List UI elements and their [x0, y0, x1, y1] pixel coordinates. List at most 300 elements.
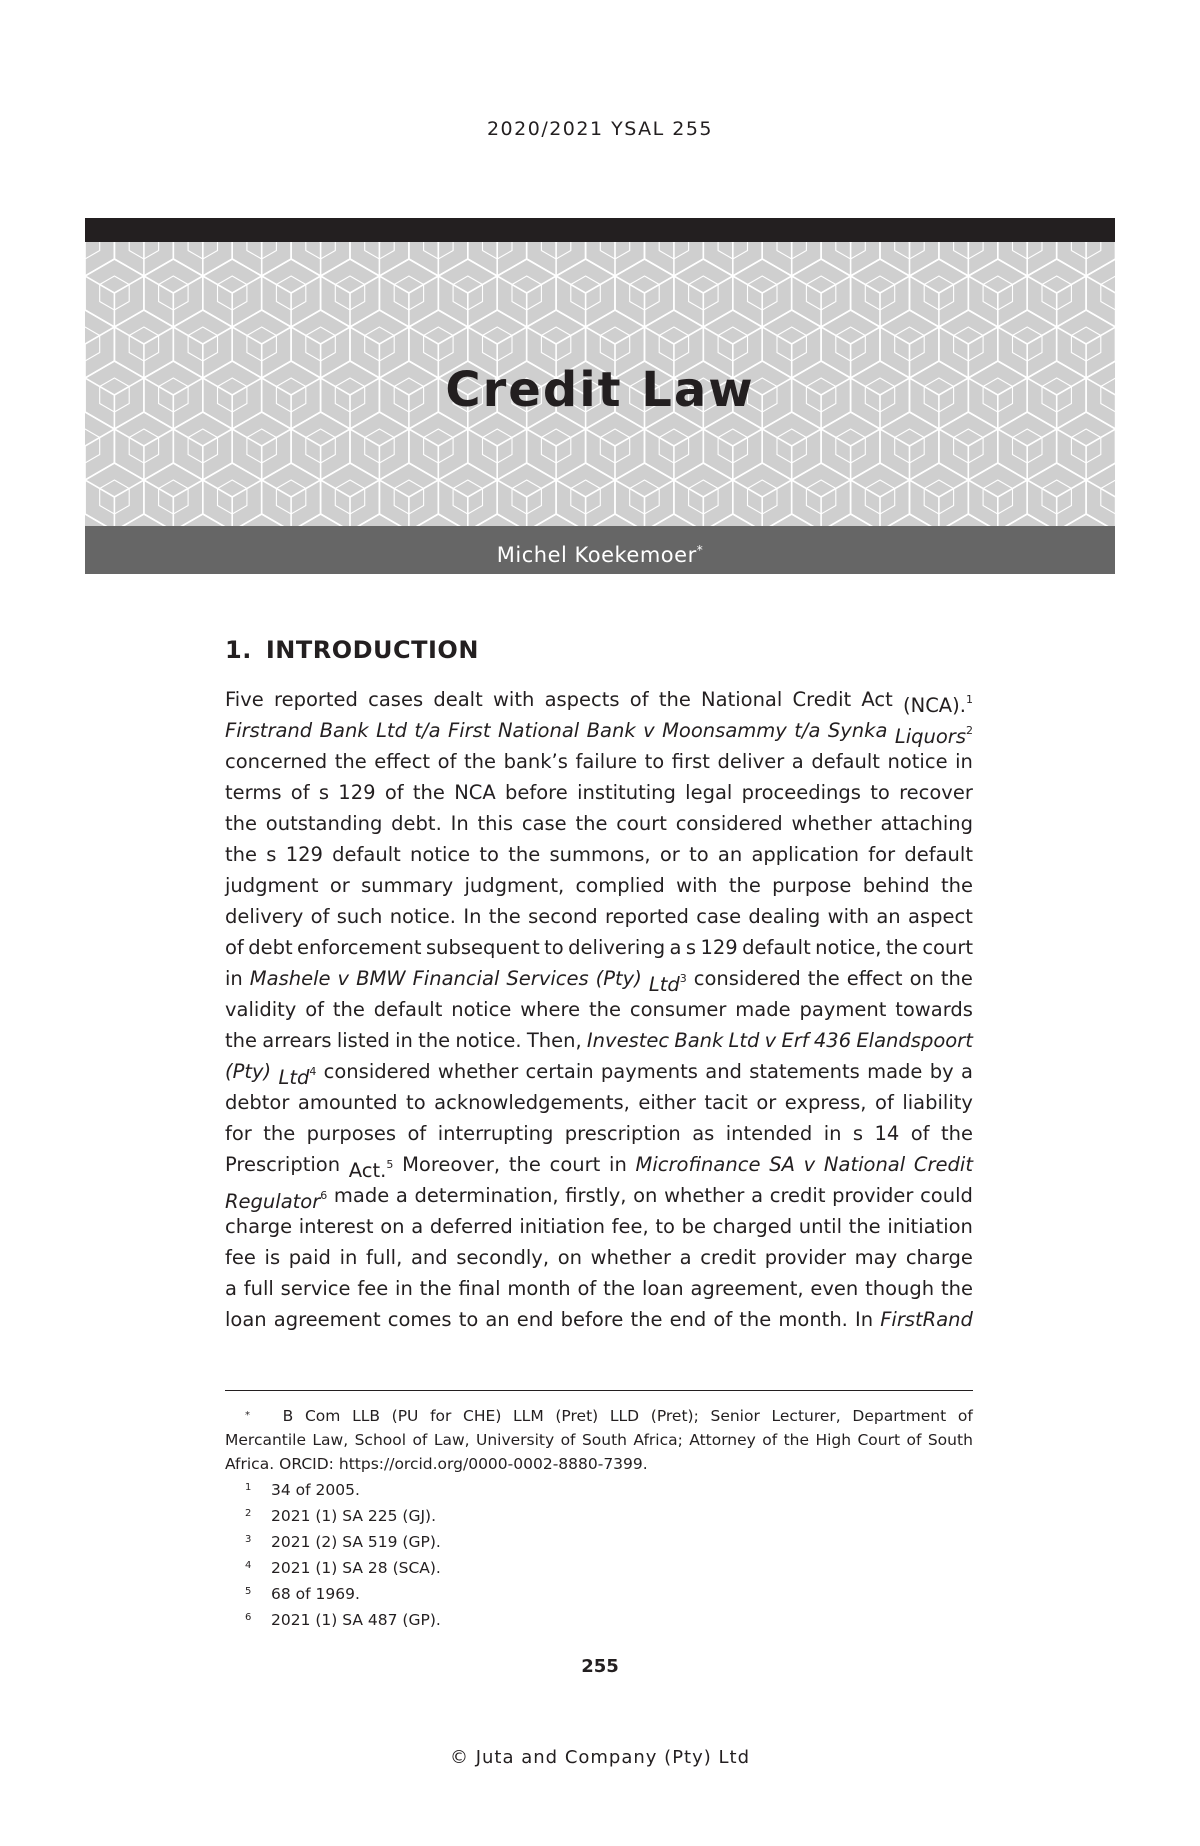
hex-cell: [85, 514, 114, 526]
body-word: [810, 1273, 858, 1304]
body-word: [489, 901, 521, 932]
body-word: [438, 1056, 518, 1087]
word: initiation: [519, 1215, 605, 1238]
word: Five: [225, 688, 264, 711]
body-line: [225, 1118, 973, 1149]
word: to: [544, 936, 564, 959]
hex-cell: [968, 463, 1027, 526]
body-line: [225, 901, 973, 932]
body-word: [225, 839, 257, 870]
body-line: [225, 1180, 973, 1211]
word: charged: [712, 1215, 793, 1238]
body-line: [225, 1304, 973, 1335]
body-word: [903, 684, 973, 715]
word: the: [783, 1431, 810, 1449]
word: with: [827, 905, 870, 928]
word: a: [960, 1060, 973, 1083]
word: s: [685, 936, 697, 959]
word: in: [955, 750, 973, 773]
body-word: [281, 1273, 351, 1304]
body-word: [507, 1273, 570, 1304]
hex-cell: [939, 412, 998, 480]
word: provider: [832, 1184, 914, 1207]
body-word: [330, 870, 350, 901]
body-word: [778, 1304, 848, 1335]
word: though: [865, 1277, 935, 1300]
word: as: [692, 1122, 715, 1145]
body-word: [508, 839, 540, 870]
word: default: [742, 936, 811, 959]
word: where: [520, 998, 581, 1021]
body-word: [520, 994, 580, 1025]
hex-cell: [173, 514, 232, 526]
word: until: [798, 1215, 842, 1238]
body-word: [876, 901, 900, 932]
body-word: [448, 715, 490, 746]
body-word: [686, 932, 696, 963]
body-line: [225, 746, 973, 777]
body-word: [477, 808, 513, 839]
word: https://orcid.org/0000-0002-8880-7399.: [338, 1455, 648, 1473]
word: month: [507, 1277, 571, 1300]
body-word: [701, 684, 782, 715]
word: of: [290, 781, 310, 804]
body-word: [772, 870, 851, 901]
body-word: [561, 1304, 624, 1335]
word: the: [848, 1215, 881, 1238]
word: to: [644, 750, 665, 773]
body-word: [338, 777, 375, 808]
body-word: [742, 932, 811, 963]
word: default: [332, 843, 401, 866]
body-word: [804, 1149, 816, 1180]
body-word: [544, 932, 564, 963]
word: (Pret);: [650, 1407, 699, 1425]
body-word: [849, 1211, 881, 1242]
body-word: [225, 1273, 237, 1304]
word: complied: [575, 874, 665, 897]
hex-cell: [586, 412, 645, 480]
hex-cell: [262, 463, 321, 526]
hex-cell: [821, 412, 880, 480]
footnote-text: 2021 (2) SA 519 (GP).: [271, 1533, 441, 1551]
body-word: [459, 1273, 501, 1304]
word: reported: [273, 688, 358, 711]
body-word: [324, 1056, 431, 1087]
word: of: [577, 1277, 597, 1300]
body-word: [550, 1149, 601, 1180]
word: to: [479, 843, 499, 866]
hex-cell: [733, 259, 792, 327]
word: full,: [366, 1246, 403, 1269]
body-word: [576, 870, 665, 901]
body-word: [690, 1273, 803, 1304]
body-word: [406, 1087, 426, 1118]
word: Africa;: [633, 1431, 683, 1449]
hex-cell: [821, 514, 880, 526]
hex-cell: [379, 463, 438, 526]
word: the: [807, 967, 840, 990]
word: either: [638, 1091, 696, 1114]
body-word: [225, 1118, 252, 1149]
word: considered: [323, 1060, 431, 1083]
footnote-author: [225, 1404, 973, 1476]
word: for: [430, 1407, 452, 1425]
word: liability: [902, 1091, 973, 1114]
word: the: [603, 1277, 636, 1300]
hex-cell: [291, 514, 350, 526]
case-name-italic: Elandspoort: [856, 1029, 973, 1052]
hex-cell: [203, 259, 262, 327]
banner-pattern: [85, 242, 1115, 526]
word: of: [957, 1407, 973, 1425]
word: University: [475, 1431, 555, 1449]
hex-cell: [762, 412, 821, 480]
body-word: [911, 1118, 930, 1149]
hex-cell: [468, 412, 527, 480]
word: of: [560, 1431, 576, 1449]
body-word: [266, 808, 383, 839]
word: charge: [905, 1246, 973, 1269]
body-word: [454, 777, 496, 808]
body-word: [414, 715, 440, 746]
title-banner: [85, 218, 1115, 574]
word: outstanding: [265, 812, 383, 835]
body-word: [682, 1211, 706, 1242]
body-word: [388, 1304, 452, 1335]
word: prescription: [564, 1122, 681, 1145]
word: by: [929, 1060, 954, 1083]
body-line: [225, 715, 973, 746]
body-word: [914, 1149, 973, 1180]
body-word: [438, 746, 457, 777]
hex-cell: [851, 259, 910, 327]
body-line: [225, 1149, 973, 1180]
hex-cell: [910, 259, 969, 327]
word: the: [418, 1029, 451, 1052]
body-word: [479, 839, 499, 870]
body-word: [922, 932, 973, 963]
body-line: [225, 1211, 973, 1242]
word: the: [885, 936, 918, 959]
body-word: [908, 901, 973, 932]
word: whether: [590, 1246, 671, 1269]
body-word: [332, 839, 401, 870]
body-word: [407, 1118, 426, 1149]
case-name-italic: v: [803, 1153, 816, 1176]
word: a: [411, 1215, 424, 1238]
hex-cell: [350, 514, 409, 526]
footnote-number: 4: [245, 1560, 252, 1571]
case-name-italic: Investec: [586, 1029, 670, 1052]
body-word: [941, 1273, 973, 1304]
hex-cell: [615, 463, 674, 526]
word: debtor: [225, 1091, 290, 1114]
hex-cell: [910, 463, 969, 526]
section-heading: [225, 636, 479, 664]
body-word: [799, 1211, 842, 1242]
case-name-italic: Ltd: [728, 1029, 760, 1052]
body-word: [349, 1149, 394, 1180]
word: the: [332, 998, 365, 1021]
body-word: [587, 715, 636, 746]
word: LLM: [513, 1407, 544, 1425]
case-name-italic: Ltd: [648, 973, 680, 996]
body-word: [266, 839, 276, 870]
hex-cell: [1027, 463, 1086, 526]
body-word: [649, 963, 687, 994]
body-word: [659, 684, 691, 715]
word: of: [713, 1308, 733, 1331]
word: case: [521, 812, 567, 835]
word: 129: [285, 843, 323, 866]
word: instituting: [577, 781, 676, 804]
body-word: [692, 1118, 714, 1149]
footnote-text: 68 of 1969.: [271, 1585, 360, 1603]
body-word: [765, 1025, 777, 1056]
body-word: [861, 684, 892, 715]
body-word: [505, 777, 568, 808]
case-name-italic: Financial: [412, 967, 500, 990]
word: the: [940, 967, 973, 990]
word: CHE): [463, 1407, 502, 1425]
case-name-italic: Liquors: [894, 725, 966, 748]
word: of: [437, 750, 457, 773]
word: to: [689, 843, 709, 866]
body-word: [225, 684, 264, 715]
word: notice: [451, 998, 512, 1021]
body-word: [263, 1118, 295, 1149]
case-name-italic: v: [643, 719, 655, 742]
case-name-italic: Services: [506, 967, 589, 990]
word: Prescription: [225, 1153, 341, 1176]
hex-cell: [615, 259, 674, 327]
word: to: [458, 1308, 479, 1331]
body-word: [356, 963, 405, 994]
word: credit: [700, 1246, 757, 1269]
body-word: [357, 1273, 388, 1304]
body-word: [519, 1211, 605, 1242]
word: whether: [664, 1184, 745, 1207]
word: loan: [225, 1308, 267, 1331]
hex-cell: [409, 514, 468, 526]
body-word: [434, 1087, 630, 1118]
body-line: [225, 1273, 973, 1304]
body-word: [244, 1273, 274, 1304]
word: notice: [887, 750, 948, 773]
body-word: [636, 1149, 761, 1180]
hex-inner: [85, 429, 100, 463]
word: first: [671, 750, 710, 773]
body-word: [904, 839, 973, 870]
word: on: [557, 1246, 582, 1269]
hex-cell: [1057, 514, 1115, 526]
body-word: [881, 808, 973, 839]
word: s: [266, 843, 277, 866]
word: effect: [846, 967, 903, 990]
word: debt: [248, 936, 293, 959]
word: Lecturer,: [771, 1407, 841, 1425]
word: arrears: [262, 1029, 332, 1052]
body-word: [396, 1180, 408, 1211]
body-word: [713, 1211, 792, 1242]
body-word: [756, 1087, 776, 1118]
word: secondly,: [456, 1246, 550, 1269]
hex-cell: [703, 412, 762, 480]
word: Africa.: [225, 1455, 275, 1473]
word: could: [920, 1184, 973, 1207]
body-word: [335, 746, 367, 777]
word: default: [373, 998, 443, 1021]
word: such: [336, 905, 383, 928]
case-name-italic: t/a: [414, 719, 441, 742]
word: whether: [791, 812, 872, 835]
word: whether: [437, 1060, 519, 1083]
word: deferred: [429, 1215, 513, 1238]
word: the: [488, 905, 521, 928]
author-name: [85, 526, 1115, 579]
body-word: [319, 777, 329, 808]
footnote-reference: 2: [966, 724, 973, 737]
hex-cell: [114, 514, 173, 526]
word: even: [810, 1277, 859, 1300]
word: made: [735, 998, 791, 1021]
banner-top-bar: [85, 218, 1115, 242]
body-line: [225, 1056, 973, 1087]
word: ORCID:: [279, 1455, 334, 1473]
word: an: [717, 843, 743, 866]
hex-inner: [85, 327, 100, 361]
body-word: [685, 777, 732, 808]
word: default: [811, 750, 880, 773]
word: failure: [575, 750, 638, 773]
body-word: [638, 1087, 695, 1118]
body-word: [705, 1056, 742, 1087]
body-word: [793, 684, 852, 715]
word: South: [927, 1431, 973, 1449]
word: Law,: [433, 1431, 470, 1449]
hex-cell: [173, 412, 232, 480]
hex-cell: [968, 259, 1027, 327]
body-word: [645, 746, 665, 777]
body-word: [941, 1118, 973, 1149]
word: initiation: [887, 1215, 973, 1238]
footnote-text: 2021 (1) SA 28 (SCA).: [271, 1559, 441, 1577]
body-word: [517, 1304, 554, 1335]
word: 14: [874, 1122, 900, 1145]
body-word: [670, 932, 682, 963]
body-word: [577, 1273, 596, 1304]
word: the: [728, 874, 761, 897]
word: paid: [288, 1246, 331, 1269]
body-word: [307, 1118, 396, 1149]
word: Act: [861, 688, 893, 711]
body-word: [225, 1056, 271, 1087]
word: the: [508, 843, 541, 866]
hex-cell: [468, 514, 527, 526]
word: court: [922, 936, 973, 959]
body-word: [601, 1056, 698, 1087]
word: to: [406, 1091, 426, 1114]
footnote-item: [225, 1502, 973, 1528]
body-word: [493, 684, 534, 715]
body-word: [337, 901, 383, 932]
body-word: [920, 1180, 973, 1211]
body-word: [726, 1118, 813, 1149]
word: summons,: [549, 843, 651, 866]
case-name-italic: First: [448, 719, 491, 742]
body-word: [291, 777, 310, 808]
body-line: [225, 1087, 973, 1118]
word: the: [940, 1277, 973, 1300]
body-word: [225, 1180, 327, 1211]
word: intended: [725, 1122, 813, 1145]
hex-cell: [144, 259, 203, 327]
body-word: [591, 1242, 671, 1273]
footnote-item: [225, 1528, 973, 1554]
word: High: [815, 1431, 852, 1449]
body-word: [612, 1211, 649, 1242]
body-word: [368, 684, 423, 715]
footnote-line: [225, 1404, 973, 1428]
body-word: [522, 808, 567, 839]
footnote-item: [225, 1554, 973, 1580]
hex-cell: [497, 259, 556, 327]
footnote-item: [225, 1580, 973, 1606]
body-word: [910, 963, 934, 994]
word: 129: [338, 781, 376, 804]
hex-cell: [144, 463, 203, 526]
hex-cell: [85, 259, 144, 327]
word: subsequent: [425, 936, 540, 959]
word: payment: [799, 998, 887, 1021]
body-word: [498, 715, 579, 746]
body-word: [410, 839, 470, 870]
word: agreement: [273, 1308, 381, 1331]
body-word: [868, 839, 895, 870]
word: terms: [225, 781, 282, 804]
word: aspect: [907, 905, 973, 928]
word: case: [696, 905, 742, 928]
footnotes: [225, 1404, 973, 1632]
case-name-italic: t/a: [794, 719, 821, 742]
body-word: [828, 901, 869, 932]
body-word: [642, 1273, 684, 1304]
body-word: [225, 1211, 292, 1242]
word: second: [528, 905, 598, 928]
body-word: [751, 839, 859, 870]
word: Senior: [710, 1407, 760, 1425]
word: in: [395, 1277, 413, 1300]
word: or: [329, 874, 350, 897]
body-word: [225, 1304, 267, 1335]
footnote-reference: 5: [386, 1158, 394, 1171]
body-word: [506, 963, 588, 994]
body-word: [792, 746, 804, 777]
word: behind: [862, 874, 930, 897]
word: dealing: [748, 905, 821, 928]
body-word: [811, 746, 880, 777]
word: final: [458, 1277, 501, 1300]
word: tacit: [704, 1091, 748, 1114]
body-word: [713, 1304, 732, 1335]
body-word: [265, 1242, 281, 1273]
body-line: [225, 777, 973, 808]
word: considered: [693, 967, 801, 990]
word: (PU: [391, 1407, 419, 1425]
word: notice.: [389, 905, 456, 928]
case-name-italic: Firstrand: [225, 719, 313, 742]
